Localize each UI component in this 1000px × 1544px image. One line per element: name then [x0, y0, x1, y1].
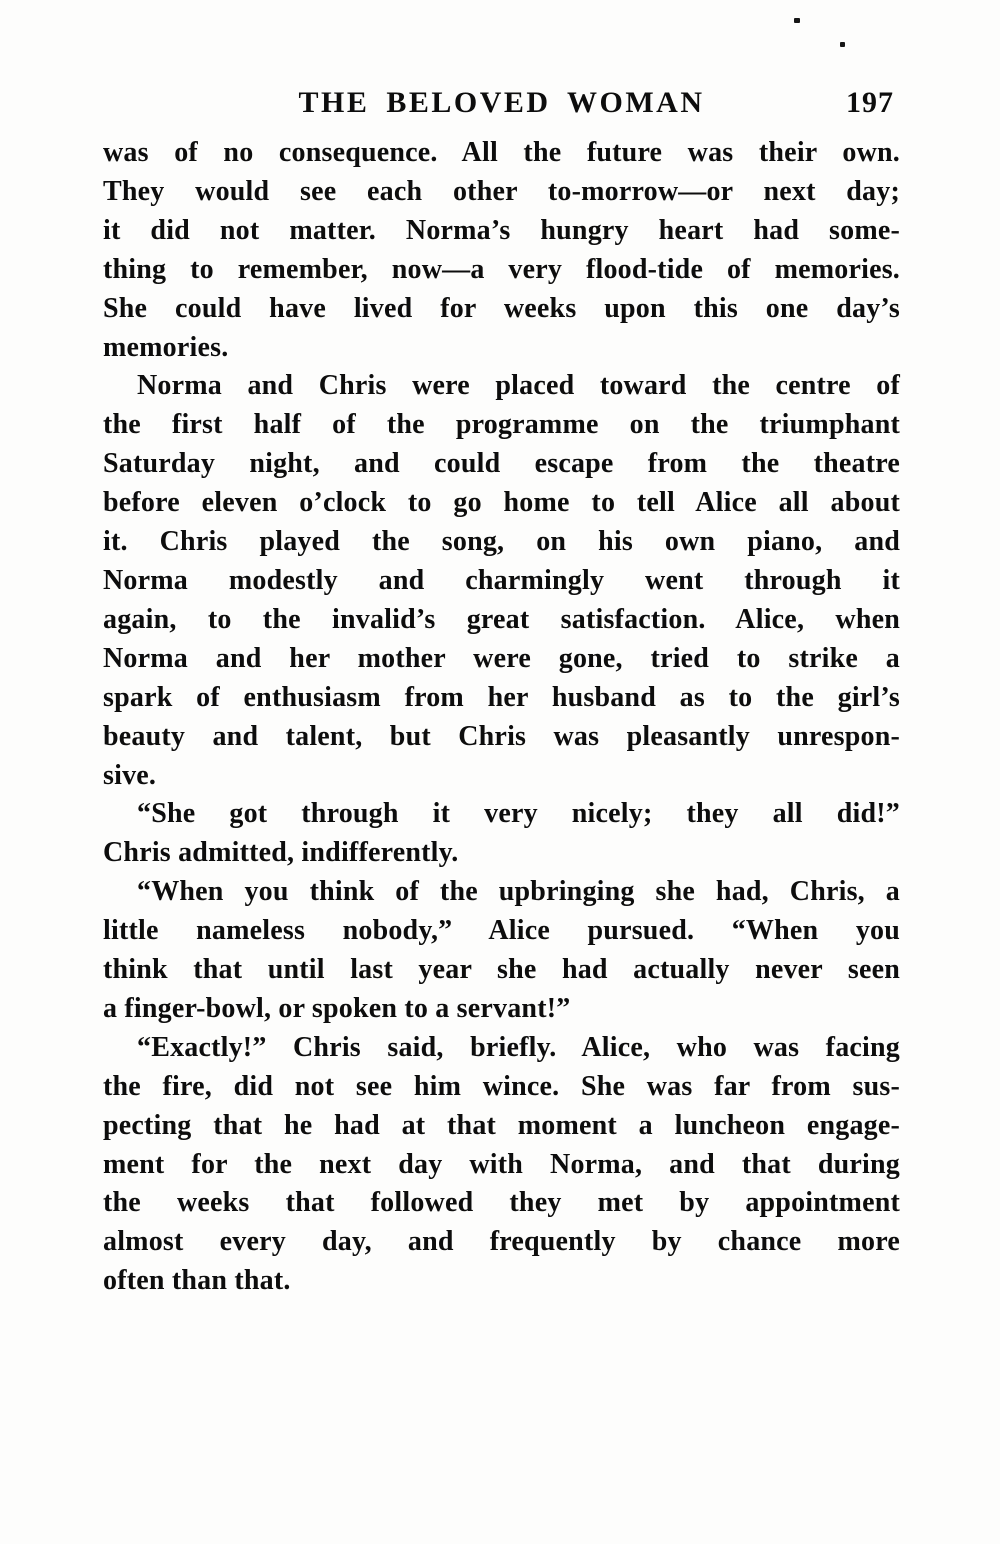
page-header [103, 86, 900, 120]
text-line: Norma modestly and charmingly went through it [103, 564, 900, 596]
paragraph [103, 1029, 900, 1301]
text-line: “Exactly!” Chris said, briefly. Alice, who was facing [137, 1031, 900, 1063]
text-line: Chris admitted, indifferently. [103, 837, 459, 869]
ink-speck [794, 18, 800, 23]
text-line: almost every day, and frequently by chance more [103, 1226, 900, 1258]
text-line: the first half of the programme on the triumphant [103, 409, 900, 441]
text-line: before eleven o’clock to go home to tell Alice all about [103, 487, 900, 519]
text-line: it did not matter. Norma’s hungry heart had some- [103, 214, 900, 246]
text-line: a finger-bowl, or spoken to a servant!” [103, 992, 571, 1024]
text-line: again, to the invalid’s great satisfaction. Alice, when [103, 603, 900, 635]
text-line: often than that. [103, 1265, 291, 1297]
text-line: think that until last year she had actually never seen [103, 954, 900, 986]
text-line: the weeks that followed they met by appointment [103, 1187, 900, 1219]
text-line: thing to remember, now—a very flood-tide of memories. [103, 253, 900, 285]
body-text [103, 134, 900, 1301]
text-line: Norma and Chris were placed toward the centre of [137, 370, 900, 402]
paragraph [103, 134, 900, 367]
text-line: ment for the next day with Norma, and that during [103, 1148, 900, 1180]
text-line: was of no consequence. All the future was their own. [103, 137, 900, 168]
text-line: “She got through it very nicely; they all did!” [137, 798, 900, 830]
text-line: sive. [103, 759, 157, 791]
text-line: She could have lived for weeks upon this one day’s [103, 292, 900, 324]
page-number: 197 [846, 86, 894, 119]
text-line: Norma and her mother were gone, tried to strike a [103, 642, 900, 674]
text-line: pecting that he had at that moment a luncheon engage- [103, 1109, 900, 1141]
ink-speck [840, 42, 845, 47]
running-title: THE BELOVED WOMAN [298, 86, 705, 119]
text-line: little nameless nobody,” Alice pursued. “When you [103, 915, 900, 947]
text-line: They would see each other to-morrow—or next day; [103, 175, 900, 207]
text-line: beauty and talent, but Chris was pleasantly unrespon- [103, 720, 900, 752]
paragraph [103, 795, 900, 873]
text-line: the fire, did not see him wince. She was far from sus- [103, 1070, 900, 1102]
text-line: spark of enthusiasm from her husband as to the girl’s [103, 681, 900, 713]
paragraph [103, 367, 900, 795]
paragraph [103, 873, 900, 1029]
text-line: it. Chris played the song, on his own piano, and [103, 526, 900, 558]
text-line: “When you think of the upbringing she had, Chris, a [137, 876, 900, 908]
text-line: Saturday night, and could escape from the theatre [103, 448, 900, 480]
text-line: memories. [103, 331, 229, 363]
